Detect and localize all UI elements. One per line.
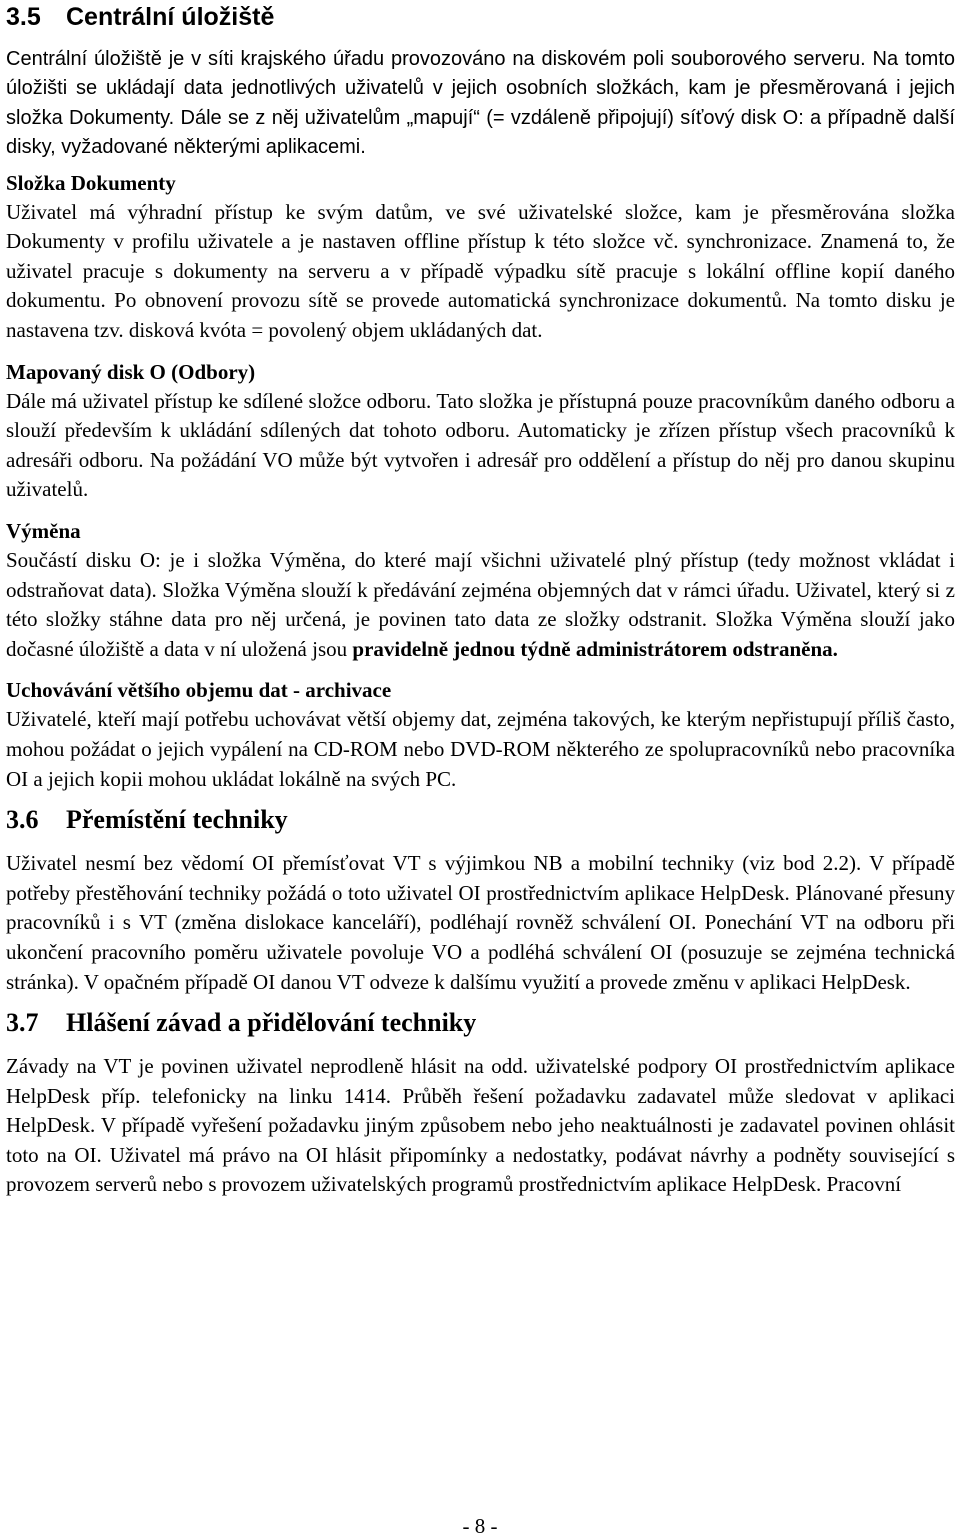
document-page	[6, 0, 955, 1200]
subsection-paragraph-disk-o: Dále má uživatel přístup ke sdílené složce odboru. Tato složka je přístupná pouze pracovníkům daného odboru a slouží především k ukládání sdílených dat tohoto odboru. Automaticky je zřízen přístup všech pracovníků k adresáři odboru. Na požádání VO může být vytvořen i adresář pro oddělení a přístup do něj pro danou skupinu uživatelů.	[6, 388, 955, 502]
subsection-heading-disk-o: Mapovaný disk O (Odbory)	[6, 359, 256, 384]
section-heading-3-5	[6, 0, 955, 33]
section-heading-3-7	[6, 1007, 955, 1039]
section-paragraph-3-6: Uživatel nesmí bez vědomí OI přemísťovat VT s výjimkou NB a mobilní techniky (viz bod 2.2). V případě potřeby přestěhování techniky požádá o toto uživatel OI prostřednictvím aplikace HelpDesk. Plánované přesuny pracovníků i s VT (změna dislokace kanceláří), podléhají rovněž schválení OI. Ponechání VT na odboru při ukončení pracovního poměru uživatele povoluje VO a podléhá schválení OI (posuzuje se zejména technická stránka). V opačném případě OI danou VT odveze k dalšímu využití a provede změnu v aplikaci HelpDesk.	[6, 851, 955, 994]
subsection-heading-dokumenty: Složka Dokumenty	[6, 170, 176, 195]
subsection-heading-archivace: Uchovávání většího objemu dat - archivace	[6, 678, 392, 703]
section-number: 3.5	[6, 3, 41, 31]
section-title: Přemístění techniky	[66, 805, 288, 835]
section-number: 3.6	[6, 805, 39, 835]
section-number: 3.7	[6, 1008, 39, 1038]
subsection-paragraph-vymena	[6, 546, 955, 664]
section-title: Hlášení závad a přidělování techniky	[66, 1008, 477, 1038]
section-heading-3-6	[6, 804, 955, 836]
page-number: - 8 -	[462, 1514, 498, 1538]
section-paragraph-3-7: Závady na VT je povinen uživatel neprodleně hlásit na odd. uživatelské podpory OI prostřednictvím aplikace HelpDesk příp. telefonicky na linku 1414. Průběh řešení požadavku zadavatel může sledovat v aplikaci HelpDesk. V případě vyřešení požadavku jiným způsobem nebo jeho neaktuálnosti je zadavatel povinen ohlásit toto na OI. Uživatel má právo na OI hlásit připomínky a nedostatky, podávat návrhy a podněty související s provozem serverů nebo s provozem uživatelských programů prostřednictvím aplikace HelpDesk. Pracovní	[6, 1054, 955, 1197]
subsection-paragraph-dokumenty: Uživatel má výhradní přístup ke svým datům, ve své uživatelské složce, kam je přesměrována složka Dokumenty v profilu uživatele a je nastaven offline přístup k této složce vč. synchronizace. Znamená to, že uživatel pracuje s dokumenty na serveru a v případě výpadku sítě pracuje s lokální offline kopií daného dokumentu. Po obnovení provozu sítě se provede automatická synchronizace dokumentů. Na tomto disku je nastavena tzv. disková kvóta = povolený objem ukládaných dat.	[6, 199, 955, 342]
paragraph-text: Součástí disku O: je i složka Výměna, do které mají všichni uživatelé plný přístup (tedy možnost vkládat i odstraňovat data). Složka Výměna slouží k předávání zejména objemných dat v rámci úřadu. Uživatel, který si z této složky stáhne data pro něj určená, je povinen tato data ze složky odstranit. Složka Výměna slouží jako dočasné úložiště a data v ní uložená jsou	[6, 547, 955, 661]
subsection-heading-vymena: Výměna	[6, 518, 81, 543]
subsection-paragraph-archivace: Uživatelé, kteří mají potřebu uchovávat větší objemy dat, zejména takových, ke kterým nepřistupují příliš často, mohou požádat o jejich vypálení na CD-ROM nebo DVD-ROM některého ze spolupracovníků nebo pracovníka OI a jejich kopii mohou ukládat lokálně na svých PC.	[6, 707, 955, 791]
paragraph-bold-text: pravidelně jednou týdně administrátorem odstraněna.	[352, 636, 838, 661]
section-title: Centrální úložiště	[66, 3, 275, 31]
section-intro-paragraph: Centrální úložiště je v síti krajského úřadu provozováno na diskovém poli souborového serveru. Na tomto úložišti se ukládají data jednotlivých uživatelů v jejich osobních složkách, kam je přesměrovaná i jejich složka Dokumenty. Dále se z něj uživatelům „mapují“ (= vzdáleně připojují) síťový disk O: a případně další disky, vyžadované některými aplikacemi.	[6, 48, 955, 159]
